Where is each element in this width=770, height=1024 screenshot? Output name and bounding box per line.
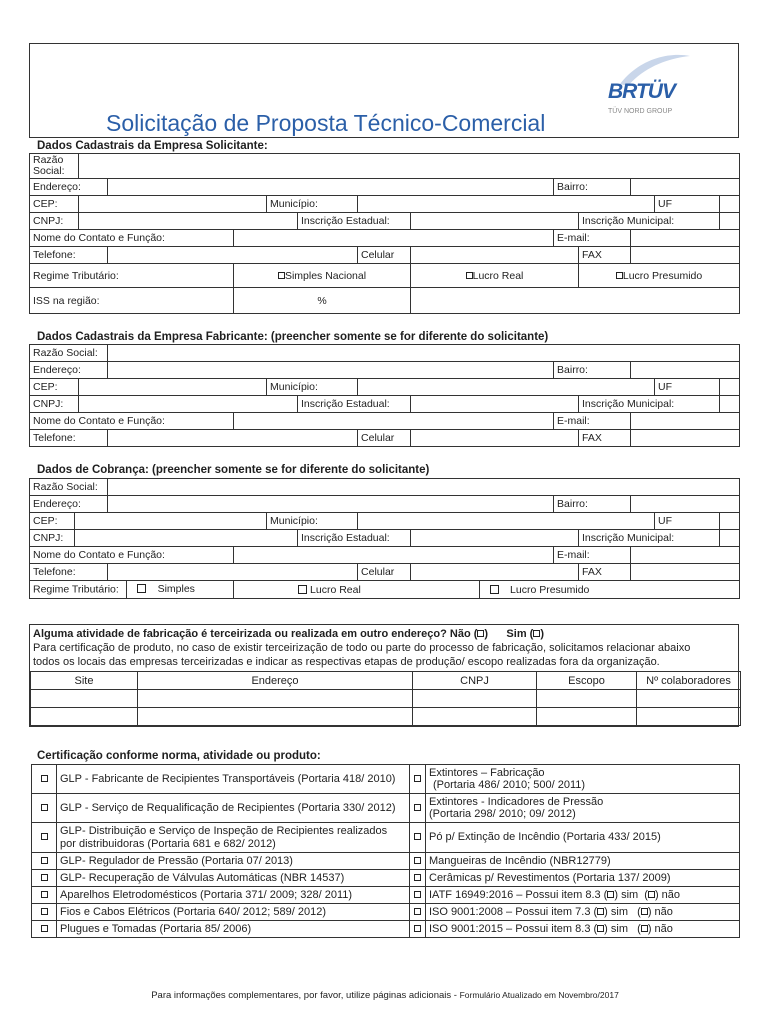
table-row — [32, 904, 740, 921]
colaboradores-field[interactable] — [637, 708, 741, 726]
escopo-field[interactable] — [537, 708, 637, 726]
percent-label: % — [317, 294, 327, 307]
cert-right-label — [426, 887, 740, 904]
checkbox-icon[interactable] — [414, 908, 421, 915]
col-site: Site — [31, 672, 138, 690]
section-solicitante-heading: Dados Cadastrais da Empresa Solicitante: — [37, 140, 268, 152]
table-row — [32, 765, 740, 794]
checkbox-icon[interactable] — [41, 804, 48, 811]
table-row — [31, 708, 741, 726]
cert-checkbox[interactable] — [32, 794, 57, 823]
cert-right-text: IATF 16949:2016 – Possui item 8.3 ( — [429, 888, 608, 901]
celular-label: Celular — [358, 247, 411, 264]
bairro-label: Bairro: — [554, 179, 631, 196]
checkbox-icon[interactable] — [414, 925, 421, 932]
cert-checkbox[interactable] — [410, 887, 426, 904]
brtuv-logo — [600, 48, 692, 120]
checkbox-icon[interactable] — [41, 925, 48, 932]
cert-checkbox[interactable] — [32, 765, 57, 794]
nao-checkbox-icon[interactable] — [648, 891, 655, 898]
inscricao-municipal-field[interactable] — [720, 396, 740, 413]
bairro-label: Bairro: — [554, 496, 631, 513]
logo-text: BRTÜV — [608, 80, 675, 103]
email-field[interactable] — [631, 547, 740, 564]
celular-field[interactable] — [411, 247, 579, 264]
table-row — [30, 154, 740, 179]
footer-updated: Formulário Atualizado em Novembro/2017 — [459, 990, 619, 1000]
checkbox-icon[interactable] — [41, 874, 48, 881]
uf-label: UF — [655, 196, 720, 213]
table-row — [30, 379, 740, 396]
cnpj-field[interactable] — [79, 213, 298, 230]
cert-right-label: Pó p/ Extinção de Incêndio (Portaria 433/ 2015) — [426, 823, 740, 853]
inscricao-municipal-field[interactable] — [720, 530, 740, 547]
checkbox-icon[interactable] — [616, 272, 623, 279]
telefone-field[interactable] — [108, 430, 358, 447]
cert-checkbox[interactable] — [410, 904, 426, 921]
razao-social-field[interactable] — [108, 345, 740, 362]
cert-left-label: Plugues e Tomadas (Portaria 85/ 2006) — [57, 921, 410, 938]
cert-right-line1: Extintores - Indicadores de Pressão — [429, 795, 604, 808]
cert-right-mid: ) sim ( — [604, 922, 641, 935]
cep-field[interactable] — [75, 513, 267, 530]
col-endereco: Endereço — [138, 672, 413, 690]
cert-right-line2: (Portaria 298/ 2010; 09/ 2012) — [429, 808, 576, 820]
regime-lucro-real-option[interactable] — [234, 581, 480, 599]
col-escopo: Escopo — [537, 672, 637, 690]
contato-field[interactable] — [234, 230, 554, 247]
razao-social-field[interactable] — [108, 479, 740, 496]
inscricao-municipal-label: Inscrição Municipal: — [579, 530, 720, 547]
endereco-field[interactable] — [138, 708, 413, 726]
checkbox-icon[interactable] — [298, 585, 307, 594]
municipio-field[interactable] — [358, 513, 655, 530]
cert-left-label: GLP- Recuperação de Válvulas Automáticas (NBR 14537) — [57, 870, 410, 887]
cnpj-label: CNPJ: — [30, 530, 75, 547]
email-label: E-mail: — [554, 413, 631, 430]
bairro-field[interactable] — [631, 179, 740, 196]
celular-label: Celular — [358, 564, 411, 581]
razao-social-label: Razão Social: — [30, 345, 108, 362]
checkbox-icon[interactable] — [414, 857, 421, 864]
endereco-label: Endereço: — [30, 179, 108, 196]
cert-checkbox[interactable] — [410, 921, 426, 938]
table-row — [30, 230, 740, 247]
inscricao-estadual-field[interactable] — [411, 213, 579, 230]
endereco-label: Endereço: — [30, 496, 108, 513]
cep-field[interactable] — [79, 379, 267, 396]
razao-social-label: Razão Social: — [30, 154, 79, 179]
uf-field[interactable] — [720, 379, 740, 396]
terceirizada-block — [29, 624, 739, 727]
cert-right-label — [426, 904, 740, 921]
table-row — [30, 396, 740, 413]
page-title: Solicitação de Proposta Técnico-Comercial — [106, 110, 546, 136]
cnpj-field[interactable] — [79, 396, 298, 413]
question-text: Alguma atividade de fabricação é terceirizada ou realizada em outro endereço? Não ( — [33, 628, 478, 640]
table-header-row — [31, 672, 741, 690]
logo-subtitle: TÜV NORD GROUP — [608, 108, 673, 115]
cert-right-mid: ) sim ( — [614, 888, 648, 901]
footer-main: Para informações complementares, por favor, utilize páginas adicionais - — [151, 990, 460, 1001]
nao-checkbox-icon[interactable] — [641, 925, 648, 932]
solicitante-table — [29, 153, 740, 314]
cnpj-label: CNPJ: — [30, 213, 79, 230]
cert-checkbox[interactable] — [410, 794, 426, 823]
regime-lucro-real-option[interactable] — [411, 264, 579, 288]
cnpj-field[interactable] — [75, 530, 298, 547]
bairro-field[interactable] — [631, 496, 740, 513]
cert-right-text: ISO 9001:2015 – Possui item 8.3 ( — [429, 922, 598, 935]
inscricao-estadual-label: Inscrição Estadual: — [298, 213, 411, 230]
cert-right-line1: Extintores – Fabricação — [429, 766, 545, 779]
iss-blank — [411, 288, 740, 314]
endereco-field[interactable] — [108, 496, 554, 513]
inscricao-estadual-field[interactable] — [411, 396, 579, 413]
cert-checkbox[interactable] — [32, 921, 57, 938]
email-field[interactable] — [631, 413, 740, 430]
cert-checkbox[interactable] — [32, 904, 57, 921]
table-row — [30, 264, 740, 288]
regime-cell — [30, 581, 234, 599]
endereco-field[interactable] — [108, 362, 554, 379]
regime-label: Regime Tributário: — [33, 583, 119, 596]
question-end: ) — [540, 628, 544, 640]
telefone-field[interactable] — [108, 247, 358, 264]
inscricao-municipal-field[interactable] — [720, 213, 740, 230]
cert-checkbox[interactable] — [32, 870, 57, 887]
site-field[interactable] — [31, 690, 138, 708]
cert-right-line2: (Portaria 486/ 2010; 500/ 2011) — [433, 779, 586, 791]
regime-simples-option[interactable] — [234, 264, 411, 288]
table-row — [30, 564, 740, 581]
cert-left-label: GLP- Distribuição e Serviço de Inspeção de Recipientes realizados por distribuidoras (Portaria 681 e 682/ 2012) — [57, 823, 410, 853]
cert-checkbox[interactable] — [32, 823, 57, 853]
municipio-label: Município: — [267, 379, 358, 396]
contato-field[interactable] — [234, 413, 554, 430]
contato-field[interactable] — [234, 547, 554, 564]
simples-label: Simples Nacional — [284, 269, 367, 282]
municipio-field[interactable] — [358, 196, 655, 213]
checkbox-icon[interactable] — [41, 775, 48, 782]
table-row — [30, 530, 740, 547]
checkbox-icon[interactable] — [490, 585, 499, 594]
uf-field[interactable] — [720, 513, 740, 530]
cert-left-label: GLP- Regulador de Pressão (Portaria 07/ 2013) — [57, 853, 410, 870]
inscricao-municipal-label: Inscrição Municipal: — [579, 213, 720, 230]
cert-left-label: Fios e Cabos Elétricos (Portaria 640/ 2012; 589/ 2012) — [57, 904, 410, 921]
table-row — [32, 887, 740, 904]
table-row — [30, 362, 740, 379]
cert-checkbox[interactable] — [410, 870, 426, 887]
checkbox-icon[interactable] — [414, 891, 421, 898]
municipio-label: Município: — [267, 196, 358, 213]
footer — [0, 990, 770, 1001]
iss-label: ISS na região: — [30, 288, 234, 314]
divider — [126, 581, 130, 598]
checkbox-icon[interactable] — [41, 891, 48, 898]
inscricao-estadual-label: Inscrição Estadual: — [298, 396, 411, 413]
telefone-field[interactable] — [108, 564, 358, 581]
email-label: E-mail: — [554, 547, 631, 564]
cert-right-end: ) não — [647, 905, 673, 918]
fax-field[interactable] — [631, 247, 740, 264]
uf-label: UF — [655, 379, 720, 396]
bairro-field[interactable] — [631, 362, 740, 379]
inscricao-estadual-label: Inscrição Estadual: — [298, 530, 411, 547]
telefone-label: Telefone: — [30, 564, 108, 581]
fabricante-table — [29, 344, 740, 447]
lucro-real-label: Lucro Real — [310, 583, 361, 596]
checkbox-icon[interactable] — [414, 833, 421, 840]
certificacao-table — [31, 764, 740, 938]
section-fabricante-heading: Dados Cadastrais da Empresa Fabricante: (preencher somente se for diferente do solicitante) — [37, 331, 549, 343]
table-row — [30, 513, 740, 530]
site-field[interactable] — [31, 708, 138, 726]
endereco-field[interactable] — [138, 690, 413, 708]
checkbox-icon[interactable] — [414, 775, 421, 782]
inscricao-estadual-field[interactable] — [411, 530, 579, 547]
cert-right-end: ) não — [654, 888, 681, 901]
cert-checkbox[interactable] — [410, 853, 426, 870]
telefone-label: Telefone: — [30, 247, 108, 264]
question-mid: ) Sim ( — [484, 628, 534, 640]
celular-label: Celular — [358, 430, 411, 447]
table-row — [30, 196, 740, 213]
contato-label: Nome do Contato e Função: — [30, 413, 234, 430]
nao-checkbox-icon[interactable] — [641, 908, 648, 915]
cert-left-label: GLP - Fabricante de Recipientes Transportáveis (Portaria 418/ 2010) — [57, 765, 410, 794]
checkbox-icon[interactable] — [41, 857, 48, 864]
checkbox-icon[interactable] — [137, 584, 146, 593]
col-colaboradores: Nº colaboradores — [637, 672, 741, 690]
colaboradores-field[interactable] — [637, 690, 741, 708]
table-row — [31, 690, 741, 708]
cert-checkbox[interactable] — [410, 765, 426, 794]
table-row — [32, 823, 740, 853]
cep-label: CEP: — [30, 379, 79, 396]
regime-label: Regime Tributário: — [30, 264, 234, 288]
cnpj-field[interactable] — [413, 708, 537, 726]
telefone-label: Telefone: — [30, 430, 108, 447]
fax-label: FAX — [579, 247, 631, 264]
celular-field[interactable] — [411, 564, 579, 581]
checkbox-icon[interactable] — [41, 833, 48, 840]
cnpj-label: CNPJ: — [30, 396, 79, 413]
cert-right-label — [426, 765, 740, 794]
regime-lucro-presumido-option[interactable] — [579, 264, 740, 288]
razao-social-field[interactable] — [79, 154, 740, 179]
endereco-field[interactable] — [108, 179, 554, 196]
terceirizada-text: Para certificação de produto, no caso de existir terceirização de todo ou parte do processo de fabricação, solicitamos relacionar abaixo todos os locais das empresas terceirizadas e indicar as respectivas etapas de produção/ escopo realizadas fora da organização. — [33, 642, 691, 668]
checkbox-icon[interactable] — [278, 272, 285, 279]
email-field[interactable] — [631, 230, 740, 247]
cert-checkbox[interactable] — [32, 853, 57, 870]
uf-label: UF — [655, 513, 720, 530]
bairro-label: Bairro: — [554, 362, 631, 379]
checkbox-icon[interactable] — [41, 908, 48, 915]
municipio-label: Município: — [267, 513, 358, 530]
table-row — [30, 413, 740, 430]
cep-label: CEP: — [30, 196, 79, 213]
cobranca-table — [29, 478, 740, 599]
fax-label: FAX — [579, 430, 631, 447]
table-row — [30, 430, 740, 447]
table-row — [30, 179, 740, 196]
uf-field[interactable] — [720, 196, 740, 213]
contato-label: Nome do Contato e Função: — [30, 547, 234, 564]
fax-field[interactable] — [631, 430, 740, 447]
checkbox-icon[interactable] — [414, 874, 421, 881]
contato-label: Nome do Contato e Função: — [30, 230, 234, 247]
razao-social-label: Razão Social: — [30, 479, 108, 496]
cert-checkbox[interactable] — [410, 823, 426, 853]
checkbox-icon[interactable] — [414, 804, 421, 811]
table-row — [30, 547, 740, 564]
table-row — [32, 794, 740, 823]
cert-right-text: ISO 9001:2008 – Possui item 7.3 ( — [429, 905, 598, 918]
section-cobranca-heading: Dados de Cobrança: (preencher somente se for diferente do solicitante) — [37, 464, 430, 476]
table-row — [30, 479, 740, 496]
fax-field[interactable] — [631, 564, 740, 581]
table-row — [32, 870, 740, 887]
celular-field[interactable] — [411, 430, 579, 447]
iss-field[interactable] — [234, 288, 411, 314]
cert-left-label: GLP - Serviço de Requalificação de Recipientes (Portaria 330/ 2012) — [57, 794, 410, 823]
cep-label: CEP: — [30, 513, 75, 530]
cert-left-label: Aparelhos Eletrodomésticos (Portaria 371/ 2009; 328/ 2011) — [57, 887, 410, 904]
cert-checkbox[interactable] — [32, 887, 57, 904]
table-row — [32, 853, 740, 870]
lucro-presumido-label: Lucro Presumido — [510, 583, 590, 596]
municipio-field[interactable] — [358, 379, 655, 396]
table-row — [30, 247, 740, 264]
cert-right-label — [426, 794, 740, 823]
table-row — [30, 345, 740, 362]
terceirizada-question — [33, 627, 735, 641]
table-row — [32, 921, 740, 938]
table-row — [30, 581, 740, 599]
cert-right-label — [426, 921, 740, 938]
inscricao-municipal-label: Inscrição Municipal: — [579, 396, 720, 413]
checkbox-icon[interactable] — [466, 272, 473, 279]
regime-lucro-presumido-option[interactable] — [480, 581, 740, 599]
cert-right-end: ) não — [647, 922, 673, 935]
email-label: E-mail: — [554, 230, 631, 247]
lucro-presumido-label: Lucro Presumido — [622, 269, 703, 282]
escopo-field[interactable] — [537, 690, 637, 708]
cep-field[interactable] — [79, 196, 267, 213]
table-row — [30, 288, 740, 314]
fax-label: FAX — [579, 564, 631, 581]
cert-right-label: Cerâmicas p/ Revestimentos (Portaria 137/ 2009) — [426, 870, 740, 887]
lucro-real-label: Lucro Real — [472, 269, 524, 282]
section-certificacao-heading: Certificação conforme norma, atividade ou produto: — [37, 750, 321, 762]
table-row — [30, 213, 740, 230]
cert-right-mid: ) sim ( — [604, 905, 641, 918]
endereco-label: Endereço: — [30, 362, 108, 379]
table-row — [30, 496, 740, 513]
cert-right-label: Mangueiras de Incêndio (NBR12779) — [426, 853, 740, 870]
simples-label: Simples — [157, 583, 195, 596]
terceirizada-table — [30, 671, 741, 726]
cnpj-field[interactable] — [413, 690, 537, 708]
col-cnpj: CNPJ — [413, 672, 537, 690]
